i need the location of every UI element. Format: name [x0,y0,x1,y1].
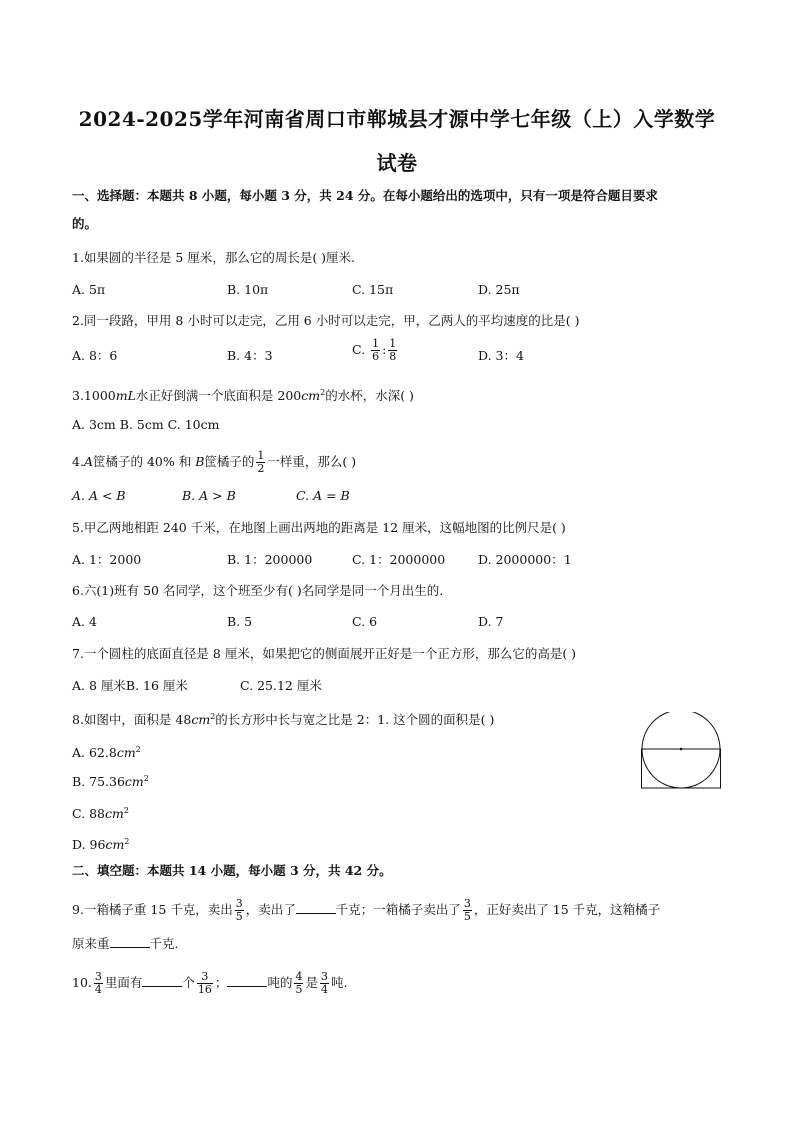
q5-option-c: C. 1：2000000 [352,552,446,567]
q9-text: 千克；一箱橘子卖出了 [335,902,461,917]
q10-text: 10. [72,975,92,990]
fraction-numerator: 3 [320,970,328,983]
fraction-denominator: 16 [197,983,212,996]
q2-option-d: D. 3：4 [478,348,524,363]
fraction-numerator: 3 [463,897,471,910]
figure-center-point [680,748,683,751]
question-5: 5.甲乙两地相距 240 千米，在地图上画出两地的距离是 12 厘米，这幅地图的比例尺是( ) [72,520,566,535]
q8-option-c [72,802,129,823]
fraction-denominator: 2 [257,462,265,475]
q1-option-c: C. 15π [352,282,394,297]
q9-text: 9.一箱橘子重 15 千克，卖出 [72,902,233,917]
question-3 [72,384,414,405]
unit: cm [105,837,125,853]
q3-text: 的水杯，水深( ) [325,388,414,404]
fraction [94,971,103,996]
q4-option-b: B. A > B [182,488,236,503]
question-2: 2.同一段路，甲用 8 小时可以走完，乙用 6 小时可以走完，甲，乙两人的平均速度的比是( ) [72,313,580,328]
fraction [463,898,472,923]
q10-text: 个 [182,975,195,990]
unit: mL [115,388,136,404]
q6-option-c: C. 6 [352,614,378,629]
answer-blank[interactable] [227,974,267,987]
fraction-numerator: 1 [389,337,397,350]
unit: cm [301,388,321,404]
q6-option-b: B. 5 [227,614,253,629]
fraction-numerator: 4 [295,970,303,983]
unit: cm [191,712,211,728]
question-9-continued [72,935,179,953]
fraction-numerator: 1 [372,337,380,350]
question-7: 7.一个圆柱的底面直径是 8 厘米，如果把它的侧面展开正好是一个正方形，那么它的高是( ) [72,646,577,661]
fraction-numerator: 1 [257,449,265,462]
q3-text: 水正好倒满一个底面积是 200 [135,388,302,404]
exponent: 2 [143,774,149,783]
exponent: 2 [320,388,326,397]
q5-option-d: D. 2000000：1 [478,552,572,567]
q1-option-d: D. 25π [478,282,520,297]
section-one-header [72,182,732,238]
q9-text: ，卖出了 [245,902,296,917]
circle-rectangle-figure [640,712,724,792]
question-6: 6.六(1)班有 50 名同学，这个班至少有( )名同学是同一个月出生的. [72,583,444,598]
q7-option-c: C. 25.12 厘米 [240,678,322,693]
q10-text: 里面有 [104,975,143,990]
q5-option-a: A. 1：2000 [72,552,142,567]
q6-option-a: A. 4 [72,614,97,629]
fraction-denominator: 5 [463,910,471,923]
fraction [388,338,397,363]
fraction [294,971,303,996]
q2-option-c-label: C. [352,342,366,357]
question-10 [72,971,347,996]
fraction-numerator: 3 [94,970,102,983]
q10-text: 是 [305,975,318,990]
exponent: 2 [135,745,141,754]
section-one-header-line1: 一、选择题：本题共 8 小题，每小题 3 分，共 24 分。在每小题给出的选项中，只有一项是符合题目要求 [72,188,658,203]
fraction-denominator: 5 [235,910,243,923]
question-1: 1.如果圆的半径是 5 厘米，那么它的周长是( )厘米. [72,250,356,265]
q4-option-c: C. A = B [296,488,350,503]
q4-text: 筐橘子的 [204,454,255,469]
exponent: 2 [210,712,216,721]
fraction-numerator: 3 [197,971,213,984]
fraction [371,338,380,363]
q1-option-b: B. 10π [227,282,269,297]
q8-option-d-value: D. 96 [72,837,106,853]
q8-option-c-value: C. 88 [72,806,105,822]
exam-title-continued: 试卷 [376,151,418,175]
fraction-denominator: 5 [295,983,303,996]
q8-option-d [72,833,129,854]
answer-blank[interactable] [296,901,336,914]
exponent: 2 [124,837,130,846]
fraction [320,971,329,996]
q8-option-b [72,770,149,791]
variable: A [83,454,93,469]
q7-option-ab: A. 8 厘米B. 16 厘米 [72,678,188,693]
figure-rectangle [642,749,721,788]
q4-text: 4. [72,454,84,469]
q8-text: 的长方形中长与宽之比是 2：1. 这个圆的面积是( ) [215,712,495,728]
fraction-denominator: 6 [372,350,380,363]
fraction [256,450,265,475]
exam-title: 2024-2025学年河南省周口市郸城县才源中学七年级（上）入学数学 [78,107,716,131]
q4-text: 筐橘子的 40% 和 [92,454,196,469]
q2-option-b: B. 4：3 [227,348,273,363]
answer-blank[interactable] [142,974,182,987]
unit: cm [104,806,124,822]
q1-option-a: A. 5π [72,282,106,297]
q3-text: 3.1000 [72,388,116,404]
q9-text: 千克. [149,936,179,951]
q3-options: A. 3cm B. 5cm C. 10cm [72,417,220,432]
q9-text: ，正好卖出了 15 千克，这箱橘子 [473,902,661,917]
question-8 [72,708,494,729]
q4-option-a: A. A < B [72,488,126,503]
variable: B [195,454,205,469]
q10-text: 吨. [330,975,348,990]
answer-blank[interactable] [110,935,150,948]
exponent: 2 [123,806,129,815]
fraction-denominator: 8 [389,350,397,363]
fraction-denominator: 4 [94,983,102,996]
q5-option-b: B. 1：200000 [227,552,313,567]
question-4 [72,450,356,475]
fraction-numerator: 3 [235,897,243,910]
question-9 [72,898,660,923]
q4-text: 一样重，那么( ) [267,454,357,469]
q2-option-a: A. 8：6 [72,348,118,363]
q8-text: 8.如图中，面积是 48 [72,712,192,728]
fraction [197,971,213,996]
q2-option-c [352,338,399,363]
fraction [235,898,244,923]
unit: cm [116,745,136,761]
q8-option-b-value: B. 75.36 [72,774,125,790]
q9-text: 原来重 [72,936,110,951]
q6-option-d: D. 7 [478,614,504,629]
q8-option-a [72,741,141,762]
unit: cm [124,774,144,790]
section-two-header: 二、填空题：本题共 14 小题，每小题 3 分，共 42 分。 [72,863,392,878]
q10-text: 吨的 [267,975,293,990]
q8-option-a-value: A. 62.8 [72,745,117,761]
fraction-denominator: 4 [320,983,328,996]
section-one-header-line2: 的。 [72,216,98,231]
ratio-separator: : [382,342,387,357]
q10-text: ； [214,975,228,990]
